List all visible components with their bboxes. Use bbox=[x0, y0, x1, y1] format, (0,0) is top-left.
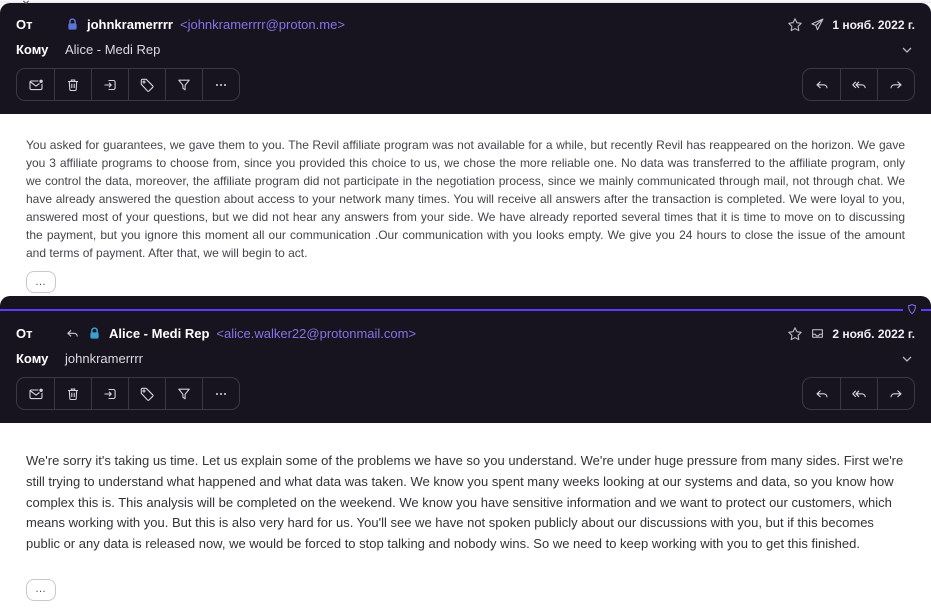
move-to-button[interactable] bbox=[91, 378, 128, 409]
forward-icon bbox=[888, 77, 904, 93]
email-date: 1 нояб. 2022 г. bbox=[832, 17, 915, 32]
email-2-toolbar bbox=[0, 371, 931, 423]
label-icon bbox=[139, 77, 155, 93]
sender-name: Alice - Medi Rep bbox=[109, 326, 210, 341]
email-1-body bbox=[0, 114, 931, 296]
star-icon bbox=[787, 17, 803, 33]
expand-details-button[interactable] bbox=[899, 351, 915, 367]
reply-button[interactable] bbox=[803, 69, 840, 100]
label-button[interactable] bbox=[128, 69, 165, 100]
from-row bbox=[16, 12, 915, 37]
mark-unread-button[interactable] bbox=[17, 378, 54, 409]
mark-unread-icon bbox=[28, 77, 44, 93]
from-label: От bbox=[16, 326, 33, 341]
trash-icon bbox=[65, 386, 81, 402]
expand-details-button[interactable] bbox=[899, 42, 915, 58]
reply-actions-group bbox=[802, 377, 915, 410]
shield-icon bbox=[903, 303, 921, 317]
filter-icon bbox=[176, 386, 192, 402]
reply-all-button[interactable] bbox=[840, 69, 877, 100]
label-icon bbox=[139, 386, 155, 402]
trash-button[interactable] bbox=[54, 69, 91, 100]
email-1-header bbox=[0, 3, 931, 62]
move-to-icon bbox=[102, 386, 118, 402]
from-label: От bbox=[16, 17, 33, 32]
more-icon bbox=[213, 77, 229, 93]
trash-icon bbox=[65, 77, 81, 93]
reply-icon bbox=[814, 77, 830, 93]
show-trimmed-content-button[interactable]: … bbox=[26, 579, 56, 601]
inbox-icon bbox=[810, 326, 825, 341]
filter-icon bbox=[176, 77, 192, 93]
unread-divider bbox=[0, 296, 931, 312]
unread-divider-line bbox=[0, 309, 931, 311]
chevron-down-icon bbox=[899, 42, 915, 58]
trash-button[interactable] bbox=[54, 378, 91, 409]
filter-button[interactable] bbox=[165, 69, 202, 100]
email-2-body bbox=[0, 423, 931, 614]
label-button[interactable] bbox=[128, 378, 165, 409]
reply-all-button[interactable] bbox=[840, 378, 877, 409]
email-2-text: We're sorry it's taking us time. Let us explain some of the problems we have so you understand. We're under huge pressure from many sides. First we're still trying to understand what happened and what data was taken. We know you spent many weeks looking at our systems and data, so you know how complex this is. This analysis will be completed on the weekend. We know you have sensitive information and we want to protect our customers, which means working with you. But this is also very hard for us. You'll see we have not spoken publicly about our discussions with you, but if this becomes public or any data is released now, we would be forced to stop talking and nobody wins. So we need to keep working with you to get this finished. bbox=[26, 453, 904, 552]
reply-all-icon bbox=[851, 77, 867, 93]
show-trimmed-content-button[interactable]: … bbox=[26, 271, 56, 293]
recipient-name: johnkramerrrr bbox=[65, 351, 144, 366]
top-edge bbox=[0, 0, 931, 3]
forward-button[interactable] bbox=[877, 69, 914, 100]
replied-icon bbox=[65, 326, 80, 341]
recipient-name: Alice - Medi Rep bbox=[65, 42, 161, 57]
email-1-toolbar bbox=[0, 62, 931, 114]
to-row bbox=[16, 37, 915, 62]
from-row bbox=[16, 321, 915, 346]
move-to-icon bbox=[102, 77, 118, 93]
to-label: Кому bbox=[16, 42, 49, 57]
more-icon bbox=[213, 386, 229, 402]
star-icon bbox=[787, 326, 803, 342]
collapsed-chevron-icon bbox=[20, 0, 32, 8]
sender-address-link[interactable]: <johnkramerrrr@proton.me> bbox=[179, 17, 345, 32]
reply-icon bbox=[814, 386, 830, 402]
email-date: 2 нояб. 2022 г. bbox=[832, 326, 915, 341]
message-actions-group bbox=[16, 68, 240, 101]
email-1-text: You asked for guarantees, we gave them to you. The Revil affiliate program was not available for a while, but recently Revil has reappeared on the horizon. We gave you 3 affiliate programs to choose from, since you provided this choice to us, we chose the more reliable one. No data was transferred to the affiliate program, only we control the data, moreover, the affiliate program did not participate in the negotiation process, since we mainly communicated through mail, not through chat. We have already answered the question about access to your network many times. You will receive all answers after the transaction is completed. We were loyal to you, answered most of your questions, but we did not hear any answers from your side. We have already reported several times that it is time to move on to discussing the payment, but you ignore this moment all our communication .Our communication with you looks empty. We give you 24 hours to close the issue of the amount and terms of payment. After that, we will begin to act. bbox=[26, 138, 905, 260]
filter-button[interactable] bbox=[165, 378, 202, 409]
move-to-button[interactable] bbox=[91, 69, 128, 100]
to-label: Кому bbox=[16, 351, 49, 366]
encryption-lock-icon bbox=[87, 326, 102, 341]
star-button[interactable] bbox=[787, 326, 803, 342]
mark-unread-button[interactable] bbox=[17, 69, 54, 100]
more-options-button[interactable] bbox=[202, 378, 239, 409]
reply-actions-group bbox=[802, 68, 915, 101]
message-actions-group bbox=[16, 377, 240, 410]
encryption-lock-icon bbox=[65, 17, 80, 32]
to-row bbox=[16, 346, 915, 371]
sender-address-link[interactable]: <alice.walker22@protonmail.com> bbox=[216, 326, 417, 341]
chevron-down-icon bbox=[899, 351, 915, 367]
email-2-header bbox=[0, 312, 931, 371]
sent-icon bbox=[810, 17, 825, 32]
email-message-1 bbox=[0, 3, 931, 114]
reply-all-icon bbox=[851, 386, 867, 402]
forward-button[interactable] bbox=[877, 378, 914, 409]
more-options-button[interactable] bbox=[202, 69, 239, 100]
sender-name: johnkramerrrr bbox=[87, 17, 173, 32]
star-button[interactable] bbox=[787, 17, 803, 33]
email-message-2 bbox=[0, 296, 931, 423]
reply-button[interactable] bbox=[803, 378, 840, 409]
mark-unread-icon bbox=[28, 386, 44, 402]
forward-icon bbox=[888, 386, 904, 402]
